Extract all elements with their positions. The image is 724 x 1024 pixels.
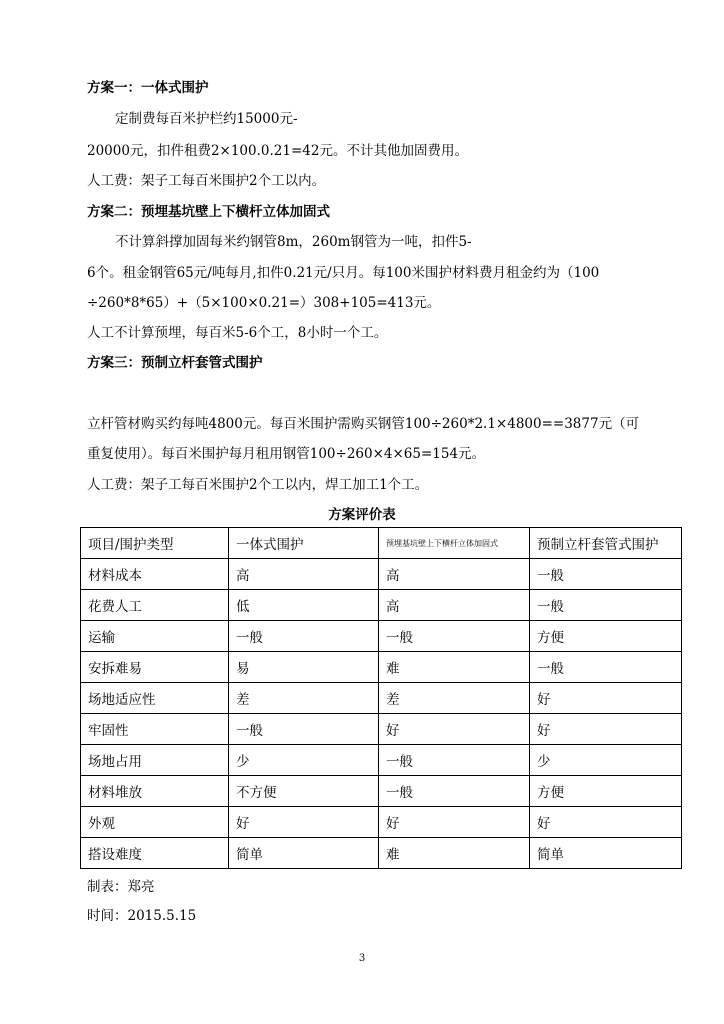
header-cell: 项目/围护类型 [81, 528, 229, 559]
plan3-text-1: 立杆管材购买约每吨4800元。每百米围护需购买钢管100÷260*2.1×4800==3877元（可 [87, 416, 640, 432]
table-date: 时间：2015.5.15 [87, 908, 197, 924]
table-row [81, 652, 682, 683]
plan2-text-3: ÷260*8*65）+（5×100×0.21=）308+105=413元。 [87, 295, 441, 311]
plan3-heading: 方案三：预制立杆套管式围护 [87, 355, 263, 371]
table-cell: 难 [379, 838, 530, 869]
table-cell: 好 [379, 807, 530, 838]
table-cell: 外观 [81, 807, 229, 838]
table-cell: 场地适应性 [81, 683, 229, 714]
table-cell: 好 [530, 683, 682, 714]
table-cell: 一般 [229, 714, 379, 745]
plan2-heading: 方案二：预埋基坑壁上下横杆立体加固式 [87, 204, 330, 220]
plan2-text-4: 人工不计算预埋，每百米5-6个工，8小时一个工。 [87, 325, 388, 341]
table-cell: 方便 [530, 776, 682, 807]
plan3-text-3: 人工费：架子工每百米围护2个工以内，焊工加工1个工。 [87, 477, 429, 493]
table-title: 方案评价表 [328, 507, 396, 523]
header-cell: 预埋基坑壁上下横杆立体加固式 [379, 528, 530, 559]
table-cell: 牢固性 [81, 714, 229, 745]
plan1-text-3: 人工费：架子工每百米围护2个工以内。 [87, 173, 326, 189]
table-header-row [81, 528, 682, 559]
table-cell: 一般 [530, 559, 682, 590]
table-row [81, 714, 682, 745]
plan2-text-2: 6个。租金钢管65元/吨每月,扣件0.21元/只月。每100米围护材料费月租金约为（100 [87, 265, 600, 281]
page-number: 3 [358, 953, 366, 964]
table-cell: 方便 [530, 621, 682, 652]
table-cell: 好 [530, 714, 682, 745]
table-cell: 高 [229, 559, 379, 590]
table-cell: 安拆难易 [81, 652, 229, 683]
table-cell: 运输 [81, 621, 229, 652]
table-row [81, 683, 682, 714]
table-cell: 材料成本 [81, 559, 229, 590]
table-cell: 不方便 [229, 776, 379, 807]
table-row [81, 807, 682, 838]
table-cell: 简单 [530, 838, 682, 869]
table-cell: 搭设难度 [81, 838, 229, 869]
table-row [81, 621, 682, 652]
table-cell: 低 [229, 590, 379, 621]
table-cell: 高 [379, 559, 530, 590]
header-cell: 一体式围护 [229, 528, 379, 559]
table-row [81, 776, 682, 807]
table-cell: 高 [379, 590, 530, 621]
plan1-text-1: 定制费每百米护栏约15000元- [115, 111, 298, 127]
table-row [81, 838, 682, 869]
table-cell: 好 [379, 714, 530, 745]
table-cell: 花费人工 [81, 590, 229, 621]
plan1-text-2: 20000元，扣件租费2×100.0.21=42元。不计其他加固费用。 [87, 143, 468, 159]
evaluation-table [80, 527, 682, 869]
table-cell: 少 [229, 745, 379, 776]
table-cell: 易 [229, 652, 379, 683]
table-row [81, 559, 682, 590]
table-cell: 好 [229, 807, 379, 838]
table-cell: 难 [379, 652, 530, 683]
table-cell: 少 [530, 745, 682, 776]
table-cell: 一般 [379, 745, 530, 776]
table-cell: 差 [379, 683, 530, 714]
plan1-heading: 方案一：一体式围护 [87, 80, 209, 96]
table-cell: 差 [229, 683, 379, 714]
table-cell: 一般 [530, 652, 682, 683]
table-cell: 简单 [229, 838, 379, 869]
table-cell: 一般 [379, 776, 530, 807]
table-cell: 一般 [229, 621, 379, 652]
header-cell: 预制立杆套管式围护 [530, 528, 682, 559]
plan3-text-2: 重复使用）。每百米围护每月租用钢管100÷260×4×65=154元。 [87, 446, 486, 462]
table-cell: 材料堆放 [81, 776, 229, 807]
table-row [81, 745, 682, 776]
table-cell: 一般 [530, 590, 682, 621]
table-cell: 好 [530, 807, 682, 838]
table-maker: 制表：郑亮 [87, 879, 155, 895]
table-row [81, 590, 682, 621]
table-cell: 场地占用 [81, 745, 229, 776]
plan2-text-1: 不计算斜撑加固每米约钢管8m，260m钢管为一吨，扣件5- [115, 234, 472, 250]
table-cell: 一般 [379, 621, 530, 652]
